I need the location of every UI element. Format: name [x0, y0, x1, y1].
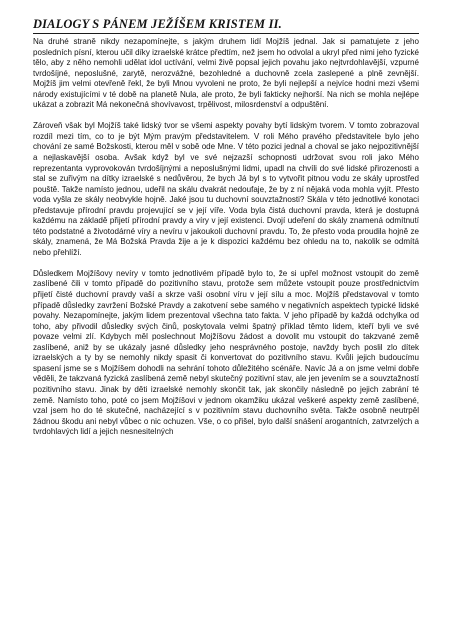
- paragraph-1: Na druhé straně nikdy nezapomínejte, s jakým druhem lidí Mojžíš jednal. Jak si pamatujete z jeho posledních písní, kterou učil díky izraelské krátce předtím, než jsem ho odvolal a ukryl před nimi jeho fyzické tělo, aby z něho nemohli udělat idol uctívání, velmi živě popsal jejich povahu jako nejtvrdohlavější, vzpurné tvrdošíjné, neposlušné, zarytě, nerozvážné, bezohledné a duchovně zcela zaslepené a plně zevnější. Mojžíš jim velmi otevřeně řekl, že byli Mnou vyvoleni ne proto, že byli nejlepší a nejvíce hodni mezi všemi národy existujícími v té době na planetě Nula, ale proto, že byli fakticky nejhorší. Na nich se mohla nejlépe ukázat a zobrazit Má nekonečná shovívavost, trpělivost, milosrdenství a odpuštění.: [33, 37, 419, 110]
- page-title: DIALOGY S PÁNEM JEŽÍŠEM KRISTEM II.: [33, 17, 282, 31]
- paragraph-3: Důsledkem Mojžíšovy nevíry v tomto jednotlivém případě bylo to, že si upřel možnost vstoupit do země zaslíbené čili v tomto případě do pozitivního stavu, protože sem můžete vstoupit pouze prostřednictvím přijetí čisté duchovní pravdy vaší a skrze vaši osobní víru v její sílu a moc. Mojžíš představoval v tomto případě důsledky zavržení Božské Pravdy a zakotvení sebe samého v negativních aspektech typické lidské povahy. Nezapomínejte, jakým lidem prezentoval všechna tato fakta. V jeho případě by každá odchylka od toho, aby přivodil důsledky svých činů, poskytovala velmi špatný příklad těmto lidem, kteří byli ve své povaze velmi zlí. Kdybych měl poslechnout Mojžíšovu žádost a dovolit mu vstoupit do takzvané země zaslíbené, aniž by se ukázaly jasné důsledky jeho nesprávného postoje, navždy bych poslil zlo dítek izraelských a ty by se nemohly nikdy spasit či konvertovat do pozitivního stavu. Kvůli jejich budoucímu spasení jsme se s Mojžíšem dohodli na sehrání tohoto důležitého scénáře. Navíc Já a on jsme velmi dobře věděli, že takzvaná fyzická zaslíbená země nebyl skutečný pozitivní stav, ale jen jevením se a souvztažností pozitivního stavu. Jinak by děti izraelské nemohly skončit tak, jak skončily následně po jejich zabrání té země. Namísto toho, poté co jsem Mojžíšovi v jednom okamžiku ukázal veškeré aspekty země zaslíbené, vzal jsem ho do té skutečné, nacházející s v pozitivním stavu duchovního světa. Takže osobně neutrpěl žádnou škodu ani nebyl vůbec o nic ochuzen. Vše, o co přišel, bylo další snášení arogantních, zatvrzelých a tvrdohlavých lidí a jejich nesnesitelných: [33, 268, 419, 437]
- paragraph-2: Zároveň však byl Mojžíš také lidský tvor se všemi aspekty povahy bytí lidským tvorem. V tomto zobrazoval rozdíl mezi tím, co to je být Mým pravým představitelem. V roli Mého pravého představitele bylo jeho chování ze samé Božskosti, kterou měl v sobě ode Mne. V této pozici jednal a choval se jako nejpozitivnější a nejlaskavější osoba. Avšak když byl ve své nejzazší schopnosti udržovat svou roli jako Mého reprezentanta vyprovokován tvrdošíjnými a neposlušnými lidmi, upadl na chvíli do své lidské přirozenosti a stal se zuřivým na dítky izraelské s nedůvěrou, že bych Já byl s to vytvořit pitnou vodu ze skály uprostřed pouště. Takže namísto jednou, udeřil na skálu dvakrát nedoufaje, že by z ní nějaká voda mohla vyjít. Přesto voda vyšla ze skály neobvykle hojně. Jaké jsou tu duchovní souvztažnosti? Skála v této jednotlivé konotaci představuje přírodní pravdu projevující se v její víře. Voda byla čistá duchovní pravda, která je dostupná každému na základě přijetí přírodní pravdy a víry v její existenci. Dvojí udeření do skály znamená odmítnutí této podstatné a životodárné víry a nevíru v jakoukoli duchovní pravdu. To, že přesto voda proudila hojně ze skály, znamená, že Má Božská Pravda žije a je k dispozici každému bez ohledu na to, nakolik se odmítá nebo přehlíží.: [33, 121, 419, 257]
- title-rule: [33, 33, 419, 34]
